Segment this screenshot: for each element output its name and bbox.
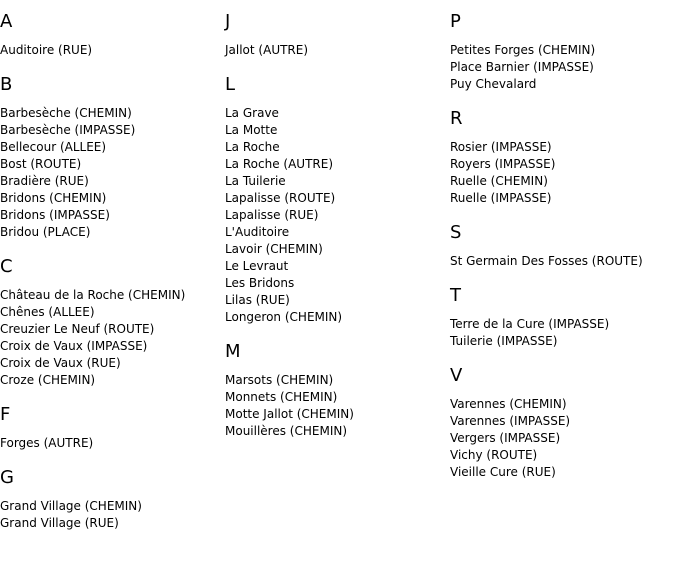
street-list: [0, 498, 224, 532]
street-item[interactable]: Varennes (IMPASSE): [450, 414, 571, 428]
street-list: [450, 139, 674, 207]
street-item[interactable]: Bridou (PLACE): [0, 225, 91, 239]
letter-group-p: [450, 11, 674, 93]
street-list: [450, 396, 674, 481]
letter-group-v: [450, 365, 674, 481]
street-item[interactable]: Croze (CHEMIN): [0, 373, 96, 387]
street-item[interactable]: Vergers (IMPASSE): [450, 431, 561, 445]
letter-group-f: [0, 404, 224, 452]
street-item[interactable]: Tuilerie (IMPASSE): [450, 334, 558, 348]
letter-heading: L: [225, 74, 236, 95]
street-list: [450, 42, 674, 93]
street-item[interactable]: Longeron (CHEMIN): [225, 310, 343, 324]
letter-group-c: [0, 256, 224, 389]
letter-group-r: [450, 108, 674, 207]
street-list: [0, 105, 224, 241]
street-item[interactable]: Bost (ROUTE): [0, 157, 82, 171]
street-list: [450, 253, 674, 270]
street-item[interactable]: Auditoire (RUE): [0, 43, 93, 57]
street-item[interactable]: Forges (AUTRE): [0, 436, 94, 450]
street-item[interactable]: Chênes (ALLEE): [0, 305, 95, 319]
street-item[interactable]: Mouillères (CHEMIN): [225, 424, 348, 438]
street-item[interactable]: La Motte: [225, 123, 278, 137]
street-item[interactable]: La Roche: [225, 140, 280, 154]
letter-group-t: [450, 285, 674, 350]
street-list: [450, 316, 674, 350]
street-item[interactable]: Vieille Cure (RUE): [450, 465, 556, 479]
letter-heading: B: [0, 74, 13, 95]
street-item[interactable]: Marsots (CHEMIN): [225, 373, 334, 387]
street-item[interactable]: Royers (IMPASSE): [450, 157, 556, 171]
street-item[interactable]: Ruelle (IMPASSE): [450, 191, 552, 205]
street-item[interactable]: Puy Chevalard: [450, 77, 537, 91]
street-item[interactable]: Vichy (ROUTE): [450, 448, 538, 462]
letter-heading: A: [0, 11, 13, 32]
street-item[interactable]: Les Bridons: [225, 276, 295, 290]
letter-group-s: [450, 222, 674, 270]
street-item[interactable]: Rosier (IMPASSE): [450, 140, 552, 154]
street-item[interactable]: L'Auditoire: [225, 225, 290, 239]
street-item[interactable]: Jallot (AUTRE): [225, 43, 309, 57]
letter-heading: P: [450, 11, 461, 32]
street-item[interactable]: Le Levraut: [225, 259, 289, 273]
street-item[interactable]: Place Barnier (IMPASSE): [450, 60, 594, 74]
street-item[interactable]: Bridons (IMPASSE): [0, 208, 110, 222]
letter-heading: T: [450, 285, 461, 306]
index-column-3: [450, 11, 674, 496]
street-item[interactable]: La Roche (AUTRE): [225, 157, 333, 171]
street-list: [0, 287, 224, 389]
street-item[interactable]: Varennes (CHEMIN): [450, 397, 567, 411]
street-item[interactable]: La Grave: [225, 106, 279, 120]
letter-heading: S: [450, 222, 462, 243]
street-item[interactable]: Monnets (CHEMIN): [225, 390, 338, 404]
street-list: [225, 105, 449, 326]
street-item[interactable]: Grand Village (CHEMIN): [0, 499, 142, 513]
letter-group-m: [225, 341, 449, 440]
letter-heading: R: [450, 108, 463, 129]
street-item[interactable]: Lapalisse (RUE): [225, 208, 319, 222]
street-item[interactable]: Ruelle (CHEMIN): [450, 174, 548, 188]
letter-group-g: [0, 467, 224, 532]
letter-group-j: [225, 11, 449, 59]
street-item[interactable]: Croix de Vaux (IMPASSE): [0, 339, 148, 353]
street-item[interactable]: Bellecour (ALLEE): [0, 140, 107, 154]
index-column-2: [225, 11, 449, 455]
letter-heading: M: [225, 341, 241, 362]
street-list: [225, 372, 449, 440]
street-item[interactable]: Motte Jallot (CHEMIN): [225, 407, 354, 421]
street-item[interactable]: Petites Forges (CHEMIN): [450, 43, 596, 57]
letter-group-l: [225, 74, 449, 326]
street-item[interactable]: Barbesèche (CHEMIN): [0, 106, 132, 120]
street-list: [0, 435, 224, 452]
street-list: [225, 42, 449, 59]
index-column-1: [0, 11, 224, 547]
street-item[interactable]: Lapalisse (ROUTE): [225, 191, 336, 205]
street-item[interactable]: Terre de la Cure (IMPASSE): [450, 317, 610, 331]
letter-heading: G: [0, 467, 14, 488]
street-list: [0, 42, 224, 59]
letter-group-a: [0, 11, 224, 59]
street-item[interactable]: Bradière (RUE): [0, 174, 89, 188]
letter-heading: F: [0, 404, 11, 425]
street-item[interactable]: St Germain Des Fosses (ROUTE): [450, 254, 643, 268]
street-item[interactable]: Grand Village (RUE): [0, 516, 119, 530]
street-item[interactable]: Bridons (CHEMIN): [0, 191, 107, 205]
street-item[interactable]: Creuzier Le Neuf (ROUTE): [0, 322, 155, 336]
street-item[interactable]: Croix de Vaux (RUE): [0, 356, 121, 370]
street-item[interactable]: Château de la Roche (CHEMIN): [0, 288, 186, 302]
letter-heading: J: [225, 11, 231, 32]
letter-heading: C: [0, 256, 13, 277]
street-item[interactable]: Barbesèche (IMPASSE): [0, 123, 136, 137]
letter-heading: V: [450, 365, 463, 386]
letter-group-b: [0, 74, 224, 241]
street-item[interactable]: Lilas (RUE): [225, 293, 290, 307]
street-item[interactable]: La Tuilerie: [225, 174, 286, 188]
street-item[interactable]: Lavoir (CHEMIN): [225, 242, 323, 256]
